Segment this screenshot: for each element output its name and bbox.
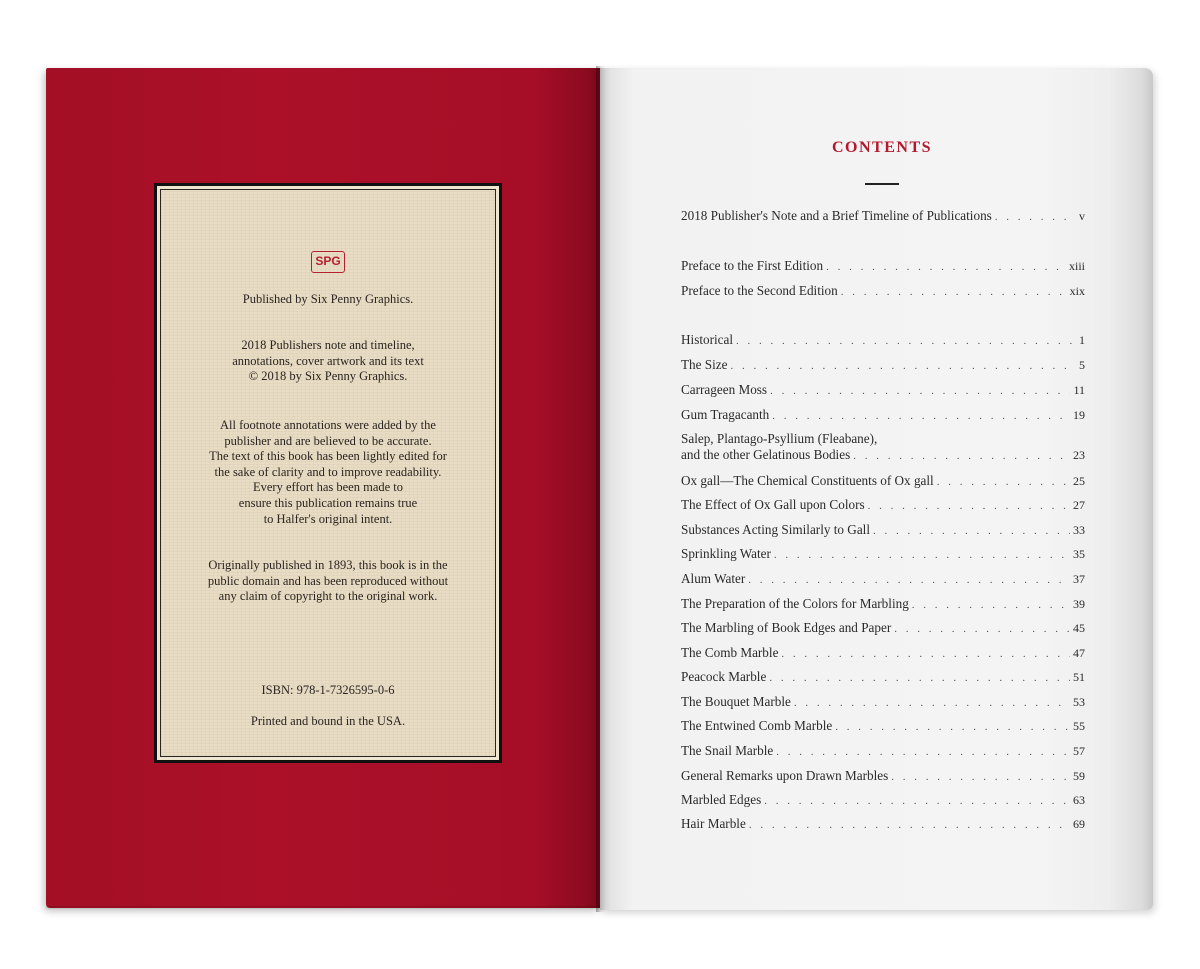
toc-entry-label: and the other Gelatinous Bodies [681, 447, 851, 462]
toc-entry-label: The Effect of Ox Gall upon Colors [681, 497, 865, 512]
toc-entry-label: Alum Water [681, 571, 746, 586]
annotation-notice [161, 418, 495, 527]
published-by: Published by Six Penny Graphics. [242, 292, 414, 306]
toc-leader-dots [770, 383, 1070, 399]
annotation-line: The text of this book has been lightly edited for [209, 449, 447, 464]
toc-entry-label: The Bouquet Marble [681, 694, 791, 709]
toc-leader-dots [853, 448, 1070, 464]
toc-entry [681, 473, 1085, 490]
copyright-line: © 2018 by Six Penny Graphics. [248, 369, 408, 384]
toc-entry [681, 332, 1085, 349]
toc-leader-dots [736, 333, 1076, 349]
annotation-line: the sake of clarity and to improve readability. [214, 464, 442, 479]
toc-leader-dots [769, 670, 1070, 686]
copyright-line: 2018 Publishers note and timeline, [241, 338, 415, 352]
toc-entry [681, 816, 1085, 833]
annotation-line: Every effort has been made to [252, 480, 404, 495]
toc-entry-label: 2018 Publisher's Note and a Brief Timeline of Publications [681, 208, 992, 223]
toc-entry-page: 53 [1073, 695, 1085, 709]
toc-entry-page: 11 [1073, 383, 1085, 397]
toc-entry-page: 25 [1073, 474, 1085, 488]
toc-entry [681, 357, 1085, 374]
toc-entry-page: xix [1069, 284, 1085, 298]
toc-entry-page: 23 [1073, 448, 1085, 462]
toc-entry [681, 546, 1085, 563]
toc-entry [681, 522, 1085, 539]
toc-entry-page: v [1079, 209, 1085, 223]
toc-leader-dots [749, 817, 1070, 833]
annotation-line: All footnote annotations were added by the [220, 418, 436, 432]
toc-entry-label: The Comb Marble [681, 645, 779, 660]
toc-entry-label: The Preparation of the Colors for Marbling [681, 596, 909, 611]
toc-leader-dots [776, 744, 1070, 760]
toc-leader-dots [995, 209, 1076, 225]
toc-entry-label: Ox gall—The Chemical Constituents of Ox gall [681, 473, 934, 488]
toc-entry-page: 27 [1073, 498, 1085, 512]
toc-entry [681, 497, 1085, 514]
toc-entry-label: Sprinkling Water [681, 546, 771, 561]
toc-entry-label: Preface to the Second Edition [681, 283, 838, 298]
toc-entry [681, 407, 1085, 424]
printed-notice: Printed and bound in the USA. [250, 714, 406, 728]
panel-paper [161, 190, 495, 756]
toc-leader-dots [891, 769, 1070, 785]
spg-logo: SPG [311, 251, 345, 273]
toc-entry-page: 35 [1073, 547, 1085, 561]
toc-leader-dots [794, 695, 1070, 711]
toc-entry [681, 431, 1085, 464]
toc-entry-page: 33 [1073, 523, 1085, 537]
toc-entry [681, 208, 1085, 225]
toc-entry [681, 596, 1085, 613]
public-domain-notice [161, 558, 495, 605]
toc-entry-label: The Marbling of Book Edges and Paper [681, 620, 892, 635]
toc-entry [681, 694, 1085, 711]
toc-leader-dots [826, 259, 1066, 275]
toc-leader-dots [937, 474, 1070, 490]
toc-entry [681, 645, 1085, 662]
copyright-notice [161, 338, 495, 385]
public-domain-line: any claim of copyright to the original work. [218, 589, 438, 604]
toc-leader-dots [774, 547, 1070, 563]
book-gutter [596, 66, 606, 912]
toc-leader-dots [781, 646, 1070, 662]
toc-entry [681, 258, 1085, 275]
annotation-line: publisher and are believed to be accurate. [224, 433, 432, 448]
toc-entry [681, 768, 1085, 785]
toc-entry-label: Carrageen Moss [681, 382, 768, 397]
toc-entry-page: 39 [1073, 597, 1085, 611]
toc-entry-label: Peacock Marble [681, 669, 767, 684]
toc-leader-dots [748, 572, 1070, 588]
toc-leader-dots [772, 408, 1070, 424]
toc-entry-page: xiii [1068, 259, 1085, 273]
toc-entry-label: Hair Marble [681, 816, 746, 831]
copyright-panel [154, 183, 502, 763]
toc-entry-label: Marbled Edges [681, 792, 762, 807]
toc-leader-dots [868, 498, 1070, 514]
toc-entry-page: 45 [1073, 621, 1085, 635]
contents-title: CONTENTS [831, 139, 933, 156]
isbn: ISBN: 978-1-7326595-0-6 [261, 683, 395, 697]
toc-entry-page: 1 [1079, 333, 1085, 347]
toc-entry [681, 743, 1085, 760]
toc-entry [681, 718, 1085, 735]
toc-leader-dots [835, 719, 1070, 735]
toc-entry-label: The Snail Marble [681, 743, 774, 758]
toc-entry-page: 5 [1079, 358, 1085, 372]
toc-leader-dots [764, 793, 1070, 809]
toc-entry-page: 37 [1073, 572, 1085, 586]
toc-leader-dots [841, 284, 1067, 300]
toc-entry-label: Substances Acting Similarly to Gall [681, 522, 871, 537]
toc-entry-label: General Remarks upon Drawn Marbles [681, 768, 889, 783]
toc-leader-dots [894, 621, 1070, 637]
toc-entry-page: 69 [1073, 817, 1085, 831]
toc-entry [681, 382, 1085, 399]
toc-entry-label: Preface to the First Edition [681, 258, 824, 273]
toc-entry-label-line1: Salep, Plantago-Psyllium (Fleabane), [681, 431, 878, 446]
toc-entry-page: 63 [1073, 793, 1085, 807]
toc-entry-label: The Entwined Comb Marble [681, 718, 833, 733]
annotation-line: to Halfer's original intent. [263, 511, 393, 526]
toc-entry-label: Gum Tragacanth [681, 407, 770, 422]
toc-leader-dots [731, 358, 1076, 374]
toc-leader-dots [873, 523, 1070, 539]
copyright-line: annotations, cover artwork and its text [232, 353, 424, 368]
toc-entry-page: 55 [1073, 719, 1085, 733]
public-domain-line: public domain and has been reproduced without [207, 573, 449, 588]
public-domain-line: Originally published in 1893, this book is in the [208, 558, 448, 572]
toc-entry [681, 283, 1085, 300]
toc-entry-page: 47 [1073, 646, 1085, 660]
toc-entry-page: 19 [1073, 408, 1085, 422]
toc-entry [681, 792, 1085, 809]
toc-entry-label: The Size [681, 357, 728, 372]
toc-entry-label: Historical [681, 332, 734, 347]
toc-entry-page: 59 [1073, 769, 1085, 783]
toc-entry [681, 620, 1085, 637]
table-of-contents [681, 0, 1085, 969]
toc-entry-page: 51 [1073, 670, 1085, 684]
toc-leader-dots [912, 597, 1070, 613]
annotation-line: ensure this publication remains true [238, 495, 418, 510]
toc-entry [681, 571, 1085, 588]
toc-entry [681, 669, 1085, 686]
toc-entry-page: 57 [1073, 744, 1085, 758]
